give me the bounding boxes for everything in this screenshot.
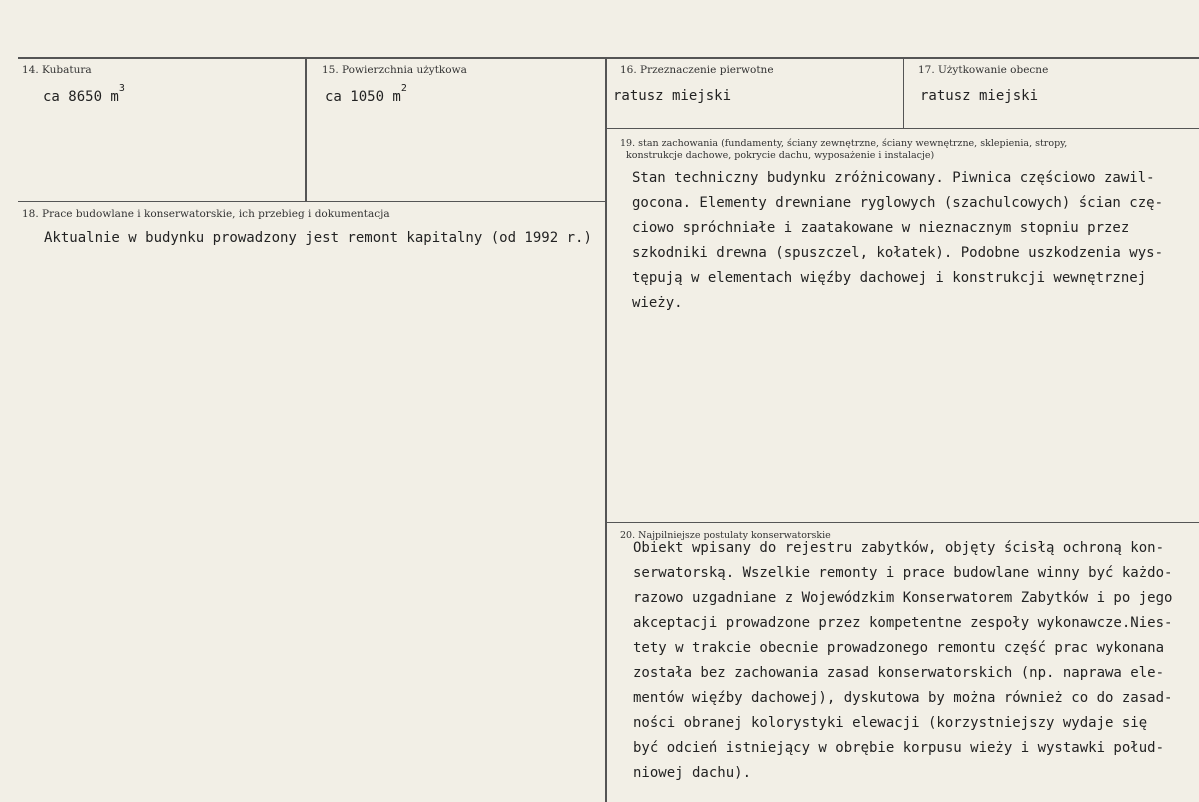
field19-line: tępują w elementach więźby dachowej i konstrukcji wewnętrznej (632, 270, 1147, 286)
field19-label-line2: konstrukcje dachowe, pokrycie dachu, wyposażenie i instalacje) (626, 150, 935, 161)
field17-label: 17. Użytkowanie obecne (918, 64, 1049, 76)
field20-line: Obiekt wpisany do rejestru zabytków, objęty ścisłą ochroną kon- (633, 540, 1165, 556)
field14-value-text: ca 8650 m (43, 89, 119, 105)
field19-line: Stan techniczny budynku zróżnicowany. Piwnica częściowo zawil- (632, 170, 1155, 186)
field18-label: 18. Prace budowlane i konserwatorskie, ich przebieg i dokumentacja (22, 208, 390, 220)
field14-value (43, 83, 125, 105)
field18-value: Aktualnie w budynku prowadzony jest remont kapitalny (od 1992 r.) (44, 230, 592, 246)
field19-text (632, 166, 1163, 316)
field17-value: ratusz miejski (920, 88, 1039, 104)
field20-line: mentów więźby dachowej), dyskutowa by można również co do zasad- (633, 690, 1173, 706)
field20-line: serwatorską. Wszelkie remonty i prace budowlane winny być każdo- (633, 565, 1173, 581)
top-border (18, 57, 1199, 59)
field20-line: została bez zachowania zasad konserwatorskich (np. naprawa ele- (633, 665, 1165, 681)
row3-divider-right (607, 522, 1199, 523)
field16-label: 16. Przeznaczenie pierwotne (620, 64, 774, 76)
field16-value: ratusz miejski (613, 88, 732, 104)
column-divider-3 (903, 58, 904, 128)
field19-label-line1: 19. stan zachowania (fundamenty, ściany zewnętrzne, ściany wewnętrzne, sklepienia, stropy, (620, 138, 1068, 149)
row2-divider-left (18, 201, 606, 202)
field20-line: razowo uzgadniane z Wojewódzkim Konserwatorem Zabytków i po jego (633, 590, 1173, 606)
field20-text (633, 536, 1172, 786)
field15-value (325, 83, 407, 105)
field20-line: ności obranej kolorystyki elewacji (korzystniejszy wydaje się (633, 715, 1148, 731)
field20-line: tety w trakcie obecnie prowadzonego remontu część prac wykonana (633, 640, 1165, 656)
field20-label: 20. Najpilniejsze postulaty konserwatorskie (620, 530, 831, 541)
row1-divider-right (607, 128, 1199, 129)
field19-line: ciowo spróchniałe i zaatakowane w nieznacznym stopniu przez (632, 220, 1130, 236)
field14-unit-exponent: 3 (118, 83, 125, 94)
field19-line: wieży. (632, 295, 683, 311)
field19-line: szkodniki drewna (spuszczel, kołatek). Podobne uszkodzenia wys- (632, 245, 1164, 261)
field20-line: być odcień istniejący w obrębie korpusu wieży i wystawki połud- (633, 740, 1165, 756)
column-divider-1 (305, 58, 307, 201)
field15-label: 15. Powierzchnia użytkowa (322, 64, 467, 76)
field15-value-text: ca 1050 m (325, 89, 401, 105)
field20-line: akceptacji prowadzone przez kompetentne zespoły wykonawcze.Nies- (633, 615, 1173, 631)
column-divider-main (605, 58, 607, 802)
field15-unit-exponent: 2 (400, 83, 407, 94)
field20-line: niowej dachu). (633, 765, 752, 781)
field19-label (620, 138, 1067, 162)
field14-label: 14. Kubatura (22, 64, 92, 76)
field19-line: gocona. Elementy drewniane ryglowych (szachulcowych) ścian czę- (632, 195, 1164, 211)
